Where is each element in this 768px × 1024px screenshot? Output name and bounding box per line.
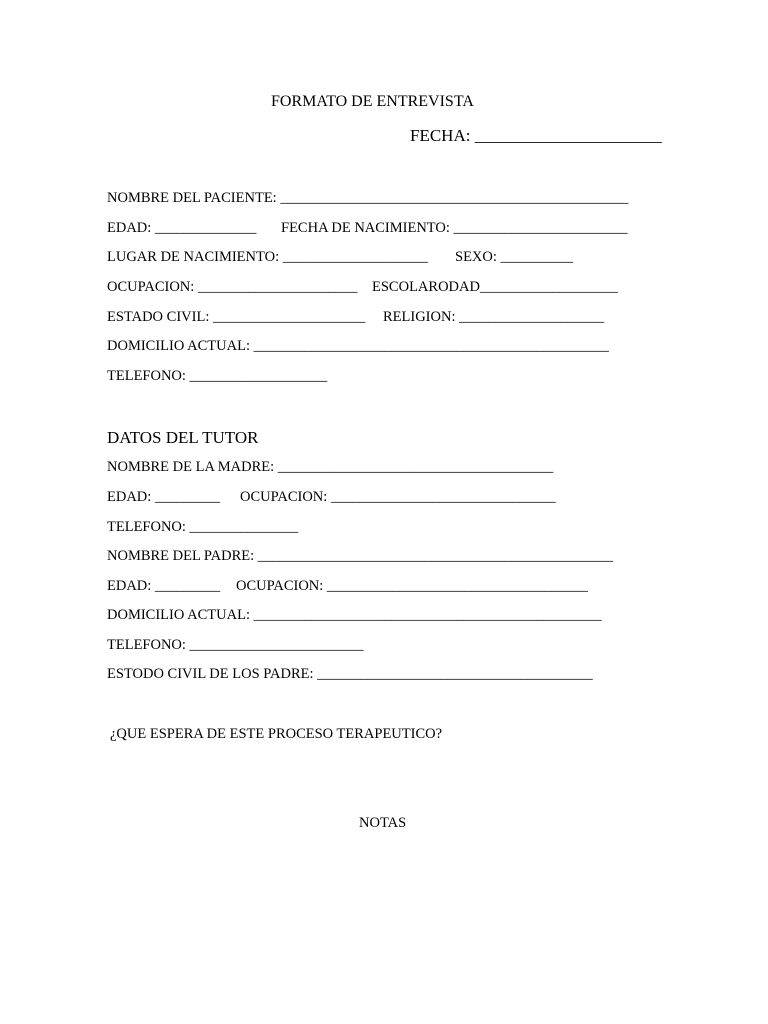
- tutor-address-field[interactable]: DOMICILIO ACTUAL: ________________________________________________: [107, 607, 602, 623]
- notes-heading: NOTAS: [359, 815, 407, 831]
- patient-age-field[interactable]: EDAD: ______________: [107, 220, 257, 236]
- patient-phone-field[interactable]: TELEFONO: ___________________: [107, 368, 328, 384]
- patient-occupation-field[interactable]: OCUPACION: ______________________: [107, 279, 358, 295]
- patient-birthplace-field[interactable]: LUGAR DE NACIMIENTO: ____________________: [107, 249, 428, 265]
- father-age-field[interactable]: EDAD: _________: [107, 578, 221, 594]
- mother-occupation-field[interactable]: OCUPACION: _______________________________: [240, 489, 556, 505]
- father-occupation-field[interactable]: OCUPACION: ____________________________________: [236, 578, 588, 594]
- patient-civil-status-field[interactable]: ESTADO CIVIL: _____________________: [107, 309, 366, 325]
- patient-name-field[interactable]: NOMBRE DEL PACIENTE: ________________________________________________: [107, 190, 629, 206]
- document-title: FORMATO DE ENTREVISTA: [271, 93, 474, 110]
- father-name-field[interactable]: NOMBRE DEL PADRE: _________________________________________________: [107, 548, 614, 564]
- mother-age-field[interactable]: EDAD: _________: [107, 489, 221, 505]
- therapy-expectation-question: ¿QUE ESPERA DE ESTE PROCESO TERAPEUTICO?: [110, 726, 443, 742]
- patient-sex-field[interactable]: SEXO: __________: [455, 249, 574, 265]
- patient-religion-field[interactable]: RELIGION: ____________________: [383, 309, 605, 325]
- tutor-section-heading: DATOS DEL TUTOR: [107, 428, 259, 447]
- patient-schooling-field[interactable]: ESCOLARODAD___________________: [372, 279, 618, 295]
- patient-birthdate-field[interactable]: FECHA DE NACIMIENTO: ________________________: [281, 220, 628, 236]
- mother-phone-field[interactable]: TELEFONO: _______________: [107, 519, 299, 535]
- parents-civil-status-field[interactable]: ESTODO CIVIL DE LOS PADRE: ______________________________________: [107, 666, 593, 682]
- tutor-phone-field[interactable]: TELEFONO: ________________________: [107, 637, 364, 653]
- fecha-field[interactable]: FECHA: ______________________: [410, 126, 662, 145]
- mother-name-field[interactable]: NOMBRE DE LA MADRE: ______________________________________: [107, 459, 554, 475]
- patient-address-field[interactable]: DOMICILIO ACTUAL: _________________________________________________: [107, 338, 609, 354]
